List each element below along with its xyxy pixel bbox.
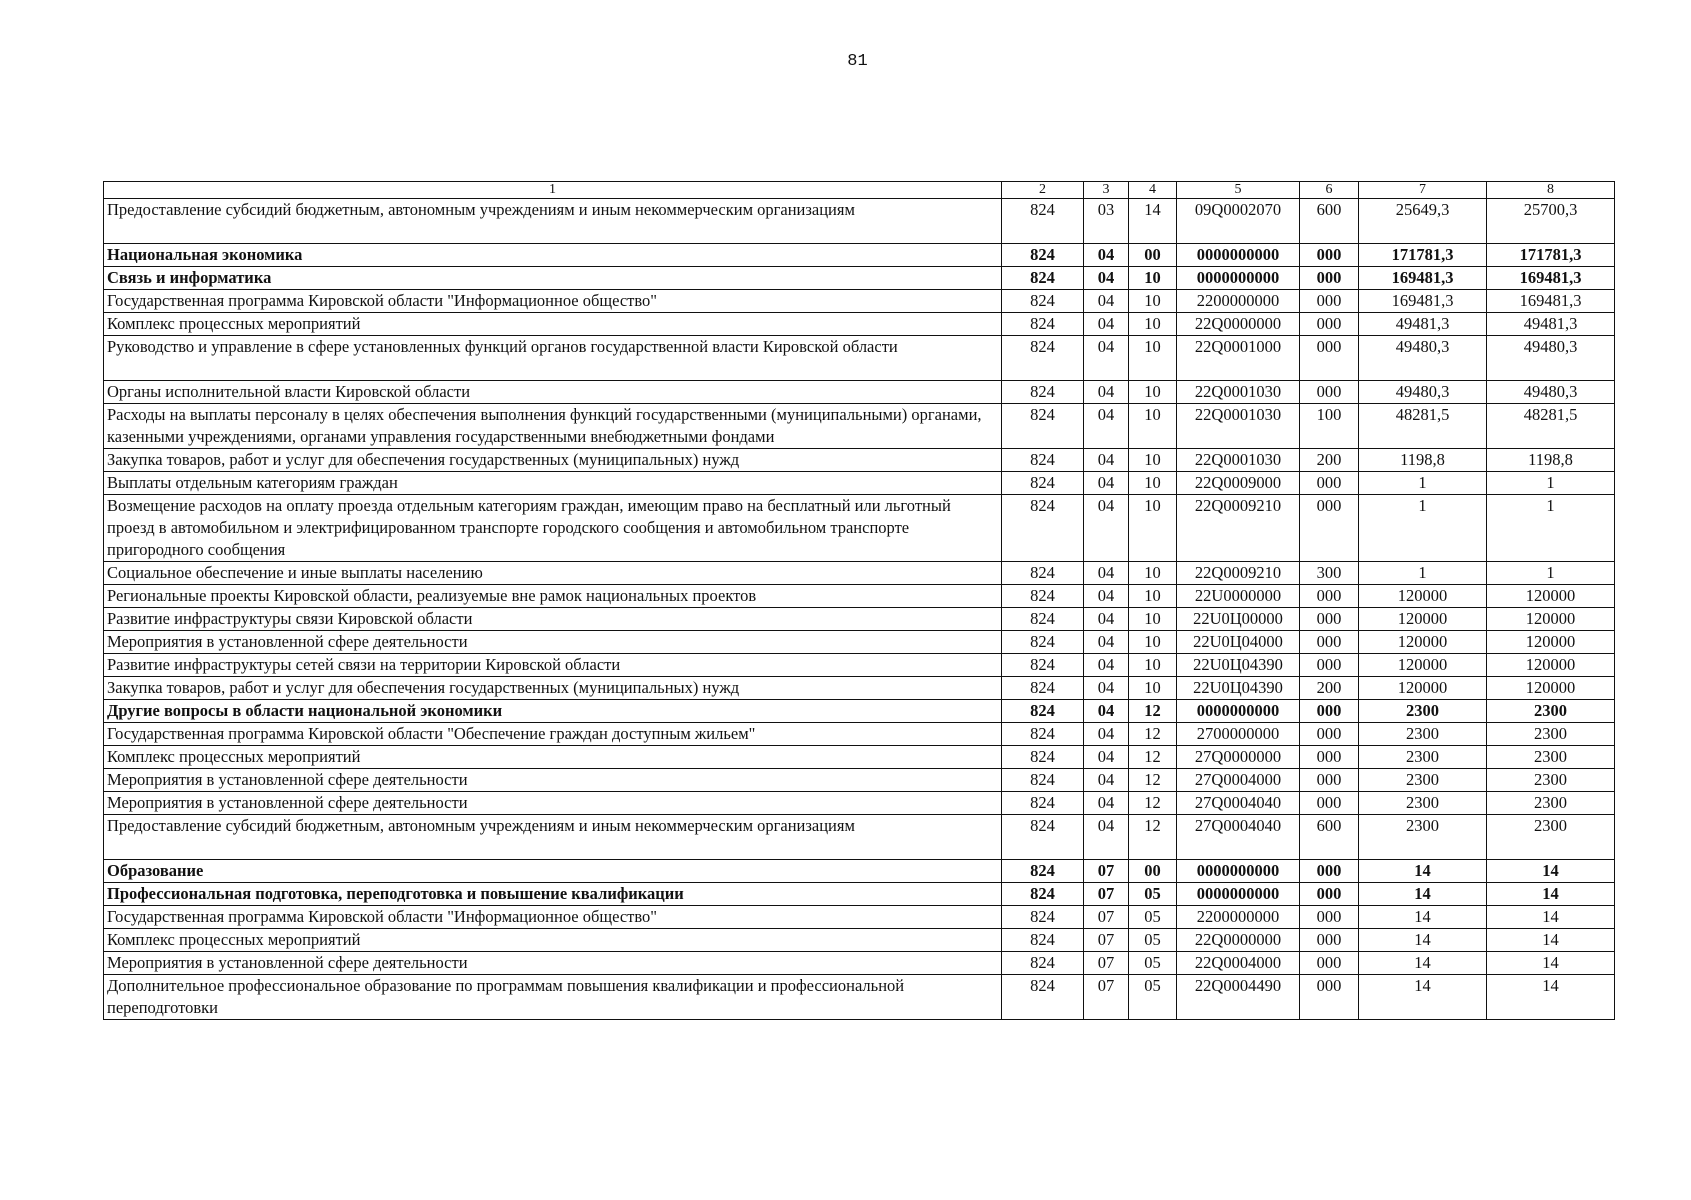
code-expense-type: 000	[1300, 472, 1359, 495]
table-row	[104, 746, 1615, 769]
code-target: 22Q0001030	[1177, 404, 1300, 449]
amount-year-1: 49480,3	[1359, 336, 1487, 381]
code-subsection: 10	[1129, 677, 1177, 700]
amount-year-2: 2300	[1487, 746, 1615, 769]
table-row	[104, 404, 1615, 449]
amount-year-1: 49481,3	[1359, 313, 1487, 336]
item-name: Мероприятия в установленной сфере деятельности	[104, 792, 1002, 815]
code-ministry: 824	[1002, 313, 1084, 336]
code-ministry: 824	[1002, 654, 1084, 677]
amount-year-1: 14	[1359, 860, 1487, 883]
code-expense-type: 200	[1300, 677, 1359, 700]
code-subsection: 05	[1129, 929, 1177, 952]
code-expense-type: 000	[1300, 746, 1359, 769]
code-expense-type: 000	[1300, 929, 1359, 952]
table-row	[104, 495, 1615, 562]
item-name: Другие вопросы в области национальной экономики	[104, 700, 1002, 723]
header-cell: 8	[1487, 182, 1615, 199]
item-name: Комплекс процессных мероприятий	[104, 746, 1002, 769]
amount-year-1: 14	[1359, 952, 1487, 975]
item-name: Выплаты отдельным категориям граждан	[104, 472, 1002, 495]
code-target: 22Q0004490	[1177, 975, 1300, 1020]
code-expense-type: 600	[1300, 815, 1359, 860]
code-ministry: 824	[1002, 472, 1084, 495]
amount-year-2: 49480,3	[1487, 336, 1615, 381]
code-expense-type: 000	[1300, 381, 1359, 404]
item-name: Развитие инфраструктуры сетей связи на территории Кировской области	[104, 654, 1002, 677]
item-name: Государственная программа Кировской области "Информационное общество"	[104, 906, 1002, 929]
code-section: 04	[1084, 792, 1129, 815]
amount-year-2: 2300	[1487, 700, 1615, 723]
code-target: 27Q0004040	[1177, 792, 1300, 815]
header-cell: 6	[1300, 182, 1359, 199]
code-ministry: 824	[1002, 336, 1084, 381]
code-target: 0000000000	[1177, 883, 1300, 906]
amount-year-2: 120000	[1487, 631, 1615, 654]
code-subsection: 12	[1129, 700, 1177, 723]
code-expense-type: 300	[1300, 562, 1359, 585]
item-name: Государственная программа Кировской области "Информационное общество"	[104, 290, 1002, 313]
code-target: 2200000000	[1177, 906, 1300, 929]
table-row	[104, 723, 1615, 746]
code-ministry: 824	[1002, 199, 1084, 244]
amount-year-2: 120000	[1487, 608, 1615, 631]
item-name: Мероприятия в установленной сфере деятельности	[104, 631, 1002, 654]
code-target: 27Q0004000	[1177, 769, 1300, 792]
amount-year-2: 25700,3	[1487, 199, 1615, 244]
code-ministry: 824	[1002, 562, 1084, 585]
amount-year-2: 120000	[1487, 654, 1615, 677]
code-section: 04	[1084, 290, 1129, 313]
amount-year-2: 14	[1487, 883, 1615, 906]
code-section: 03	[1084, 199, 1129, 244]
code-target: 22Q0004000	[1177, 952, 1300, 975]
amount-year-2: 49480,3	[1487, 381, 1615, 404]
amount-year-1: 169481,3	[1359, 267, 1487, 290]
code-ministry: 824	[1002, 244, 1084, 267]
code-section: 04	[1084, 654, 1129, 677]
code-ministry: 824	[1002, 404, 1084, 449]
amount-year-1: 120000	[1359, 608, 1487, 631]
code-expense-type: 000	[1300, 792, 1359, 815]
table-row	[104, 654, 1615, 677]
item-name: Мероприятия в установленной сфере деятельности	[104, 952, 1002, 975]
code-section: 04	[1084, 815, 1129, 860]
code-expense-type: 000	[1300, 313, 1359, 336]
code-expense-type: 000	[1300, 975, 1359, 1020]
amount-year-1: 171781,3	[1359, 244, 1487, 267]
code-ministry: 824	[1002, 906, 1084, 929]
header-cell: 1	[104, 182, 1002, 199]
item-name: Национальная экономика	[104, 244, 1002, 267]
amount-year-2: 14	[1487, 952, 1615, 975]
code-section: 04	[1084, 608, 1129, 631]
code-target: 22Q0009210	[1177, 562, 1300, 585]
table-row	[104, 883, 1615, 906]
code-target: 0000000000	[1177, 267, 1300, 290]
amount-year-1: 48281,5	[1359, 404, 1487, 449]
item-name: Профессиональная подготовка, переподготовка и повышение квалификации	[104, 883, 1002, 906]
table-row	[104, 313, 1615, 336]
amount-year-1: 2300	[1359, 769, 1487, 792]
code-subsection: 10	[1129, 608, 1177, 631]
code-subsection: 00	[1129, 860, 1177, 883]
code-section: 04	[1084, 700, 1129, 723]
amount-year-2: 1198,8	[1487, 449, 1615, 472]
code-section: 04	[1084, 244, 1129, 267]
code-ministry: 824	[1002, 381, 1084, 404]
code-expense-type: 000	[1300, 631, 1359, 654]
code-subsection: 10	[1129, 631, 1177, 654]
code-target: 09Q0002070	[1177, 199, 1300, 244]
code-ministry: 824	[1002, 792, 1084, 815]
code-ministry: 824	[1002, 883, 1084, 906]
code-ministry: 824	[1002, 769, 1084, 792]
amount-year-2: 14	[1487, 929, 1615, 952]
table-row	[104, 792, 1615, 815]
code-target: 22U0Ц04390	[1177, 677, 1300, 700]
code-section: 07	[1084, 860, 1129, 883]
table-row	[104, 562, 1615, 585]
code-expense-type: 000	[1300, 290, 1359, 313]
code-ministry: 824	[1002, 700, 1084, 723]
code-subsection: 10	[1129, 495, 1177, 562]
code-expense-type: 600	[1300, 199, 1359, 244]
page-number: 81	[847, 52, 868, 71]
amount-year-2: 14	[1487, 906, 1615, 929]
table-row	[104, 267, 1615, 290]
table-row	[104, 631, 1615, 654]
amount-year-1: 120000	[1359, 654, 1487, 677]
item-name: Связь и информатика	[104, 267, 1002, 290]
code-target: 2200000000	[1177, 290, 1300, 313]
code-section: 04	[1084, 631, 1129, 654]
table-row	[104, 677, 1615, 700]
code-expense-type: 000	[1300, 883, 1359, 906]
code-section: 04	[1084, 449, 1129, 472]
code-subsection: 12	[1129, 746, 1177, 769]
code-section: 07	[1084, 975, 1129, 1020]
code-subsection: 10	[1129, 336, 1177, 381]
table-row	[104, 815, 1615, 860]
code-expense-type: 000	[1300, 952, 1359, 975]
code-ministry: 824	[1002, 860, 1084, 883]
code-section: 04	[1084, 746, 1129, 769]
amount-year-2: 49481,3	[1487, 313, 1615, 336]
code-expense-type: 000	[1300, 267, 1359, 290]
code-section: 04	[1084, 381, 1129, 404]
code-target: 22U0Ц04390	[1177, 654, 1300, 677]
amount-year-1: 25649,3	[1359, 199, 1487, 244]
amount-year-1: 2300	[1359, 723, 1487, 746]
code-ministry: 824	[1002, 608, 1084, 631]
code-subsection: 10	[1129, 654, 1177, 677]
table-row	[104, 769, 1615, 792]
code-section: 04	[1084, 313, 1129, 336]
item-name: Образование	[104, 860, 1002, 883]
table-row	[104, 199, 1615, 244]
item-name: Предоставление субсидий бюджетным, автономным учреждениям и иным некоммерческим организациям	[104, 815, 1002, 860]
item-name: Региональные проекты Кировской области, реализуемые вне рамок национальных проектов	[104, 585, 1002, 608]
code-section: 04	[1084, 404, 1129, 449]
code-expense-type: 000	[1300, 723, 1359, 746]
amount-year-2: 2300	[1487, 815, 1615, 860]
code-expense-type: 000	[1300, 700, 1359, 723]
code-target: 27Q0004040	[1177, 815, 1300, 860]
code-target: 22Q0001000	[1177, 336, 1300, 381]
code-expense-type: 000	[1300, 906, 1359, 929]
table-row	[104, 472, 1615, 495]
item-name: Развитие инфраструктуры связи Кировской области	[104, 608, 1002, 631]
code-ministry: 824	[1002, 677, 1084, 700]
amount-year-2: 14	[1487, 975, 1615, 1020]
item-name: Дополнительное профессиональное образование по программам повышения квалификации и профессиональной переподготовки	[104, 975, 1002, 1020]
item-name: Закупка товаров, работ и услуг для обеспечения государственных (муниципальных) нужд	[104, 449, 1002, 472]
table-row	[104, 700, 1615, 723]
code-subsection: 10	[1129, 449, 1177, 472]
amount-year-2: 2300	[1487, 792, 1615, 815]
table-row	[104, 952, 1615, 975]
code-subsection: 10	[1129, 381, 1177, 404]
code-subsection: 05	[1129, 952, 1177, 975]
amount-year-2: 120000	[1487, 585, 1615, 608]
code-ministry: 824	[1002, 449, 1084, 472]
code-expense-type: 000	[1300, 769, 1359, 792]
table-row	[104, 929, 1615, 952]
amount-year-1: 120000	[1359, 585, 1487, 608]
header-cell: 2	[1002, 182, 1084, 199]
amount-year-1: 2300	[1359, 792, 1487, 815]
code-target: 22Q0000000	[1177, 929, 1300, 952]
amount-year-1: 49480,3	[1359, 381, 1487, 404]
amount-year-1: 120000	[1359, 631, 1487, 654]
code-subsection: 05	[1129, 975, 1177, 1020]
code-target: 22Q0001030	[1177, 449, 1300, 472]
table-body	[104, 199, 1615, 1020]
code-subsection: 10	[1129, 404, 1177, 449]
item-name: Государственная программа Кировской области "Обеспечение граждан доступным жильем"	[104, 723, 1002, 746]
code-subsection: 05	[1129, 883, 1177, 906]
header-row	[104, 182, 1615, 199]
code-target: 22Q0000000	[1177, 313, 1300, 336]
code-section: 07	[1084, 952, 1129, 975]
item-name: Расходы на выплаты персоналу в целях обеспечения выполнения функций государственными (муниципальными) органами, казенными учреждениями, органами управления государственными внебюджетными фондами	[104, 404, 1002, 449]
amount-year-2: 1	[1487, 495, 1615, 562]
table-row	[104, 244, 1615, 267]
code-ministry: 824	[1002, 929, 1084, 952]
item-name: Мероприятия в установленной сфере деятельности	[104, 769, 1002, 792]
code-ministry: 824	[1002, 267, 1084, 290]
amount-year-2: 48281,5	[1487, 404, 1615, 449]
code-subsection: 10	[1129, 585, 1177, 608]
code-section: 04	[1084, 495, 1129, 562]
amount-year-1: 2300	[1359, 746, 1487, 769]
code-ministry: 824	[1002, 746, 1084, 769]
header-cell: 7	[1359, 182, 1487, 199]
code-target: 22U0Ц00000	[1177, 608, 1300, 631]
amount-year-1: 1	[1359, 472, 1487, 495]
code-ministry: 824	[1002, 585, 1084, 608]
code-subsection: 10	[1129, 313, 1177, 336]
amount-year-1: 14	[1359, 929, 1487, 952]
table-row	[104, 381, 1615, 404]
code-target: 2700000000	[1177, 723, 1300, 746]
code-target: 27Q0000000	[1177, 746, 1300, 769]
table-row	[104, 860, 1615, 883]
code-subsection: 12	[1129, 815, 1177, 860]
code-expense-type: 000	[1300, 495, 1359, 562]
amount-year-1: 1	[1359, 495, 1487, 562]
code-section: 07	[1084, 883, 1129, 906]
code-subsection: 10	[1129, 562, 1177, 585]
item-name: Социальное обеспечение и иные выплаты населению	[104, 562, 1002, 585]
code-target: 22Q0009000	[1177, 472, 1300, 495]
code-section: 04	[1084, 472, 1129, 495]
item-name: Комплекс процессных мероприятий	[104, 929, 1002, 952]
table-row	[104, 608, 1615, 631]
item-name: Закупка товаров, работ и услуг для обеспечения государственных (муниципальных) нужд	[104, 677, 1002, 700]
code-ministry: 824	[1002, 952, 1084, 975]
amount-year-1: 2300	[1359, 815, 1487, 860]
amount-year-1: 169481,3	[1359, 290, 1487, 313]
code-subsection: 12	[1129, 723, 1177, 746]
code-target: 22Q0009210	[1177, 495, 1300, 562]
code-expense-type: 000	[1300, 654, 1359, 677]
code-expense-type: 200	[1300, 449, 1359, 472]
code-expense-type: 000	[1300, 608, 1359, 631]
code-subsection: 14	[1129, 199, 1177, 244]
table-row	[104, 449, 1615, 472]
table-row	[104, 906, 1615, 929]
code-section: 04	[1084, 723, 1129, 746]
code-expense-type: 000	[1300, 244, 1359, 267]
amount-year-2: 1	[1487, 472, 1615, 495]
code-subsection: 12	[1129, 769, 1177, 792]
code-subsection: 10	[1129, 267, 1177, 290]
amount-year-1: 1	[1359, 562, 1487, 585]
amount-year-1: 14	[1359, 975, 1487, 1020]
code-ministry: 824	[1002, 975, 1084, 1020]
amount-year-2: 14	[1487, 860, 1615, 883]
code-ministry: 824	[1002, 815, 1084, 860]
code-expense-type: 000	[1300, 860, 1359, 883]
code-target: 22U0000000	[1177, 585, 1300, 608]
table-row	[104, 585, 1615, 608]
code-section: 04	[1084, 585, 1129, 608]
header-cell: 4	[1129, 182, 1177, 199]
header-cell: 5	[1177, 182, 1300, 199]
table-row	[104, 336, 1615, 381]
amount-year-2: 2300	[1487, 723, 1615, 746]
budget-table	[103, 181, 1615, 1020]
amount-year-2: 2300	[1487, 769, 1615, 792]
code-target: 0000000000	[1177, 700, 1300, 723]
amount-year-2: 120000	[1487, 677, 1615, 700]
code-subsection: 00	[1129, 244, 1177, 267]
code-subsection: 10	[1129, 290, 1177, 313]
amount-year-1: 14	[1359, 883, 1487, 906]
code-expense-type: 000	[1300, 336, 1359, 381]
item-name: Возмещение расходов на оплату проезда отдельным категориям граждан, имеющим право на бесплатный или льготный проезд в автомобильном и электрифицированном транспорте городского сообщения и автомобильном транспорте пригородного сообщения	[104, 495, 1002, 562]
code-expense-type: 000	[1300, 585, 1359, 608]
amount-year-2: 169481,3	[1487, 267, 1615, 290]
header-cell: 3	[1084, 182, 1129, 199]
table-row	[104, 290, 1615, 313]
code-section: 04	[1084, 769, 1129, 792]
code-target: 0000000000	[1177, 244, 1300, 267]
amount-year-1: 2300	[1359, 700, 1487, 723]
amount-year-1: 14	[1359, 906, 1487, 929]
code-ministry: 824	[1002, 290, 1084, 313]
item-name: Комплекс процессных мероприятий	[104, 313, 1002, 336]
code-section: 04	[1084, 677, 1129, 700]
table-row	[104, 975, 1615, 1020]
amount-year-2: 1	[1487, 562, 1615, 585]
code-ministry: 824	[1002, 631, 1084, 654]
code-section: 04	[1084, 562, 1129, 585]
item-name: Руководство и управление в сфере установленных функций органов государственной власти Кировской области	[104, 336, 1002, 381]
item-name: Органы исполнительной власти Кировской области	[104, 381, 1002, 404]
code-target: 22U0Ц04000	[1177, 631, 1300, 654]
item-name: Предоставление субсидий бюджетным, автономным учреждениям и иным некоммерческим организациям	[104, 199, 1002, 244]
code-section: 04	[1084, 336, 1129, 381]
amount-year-2: 171781,3	[1487, 244, 1615, 267]
code-subsection: 12	[1129, 792, 1177, 815]
amount-year-1: 1198,8	[1359, 449, 1487, 472]
amount-year-1: 120000	[1359, 677, 1487, 700]
code-target: 0000000000	[1177, 860, 1300, 883]
code-ministry: 824	[1002, 495, 1084, 562]
code-section: 07	[1084, 929, 1129, 952]
code-subsection: 10	[1129, 472, 1177, 495]
code-expense-type: 100	[1300, 404, 1359, 449]
code-section: 07	[1084, 906, 1129, 929]
code-subsection: 05	[1129, 906, 1177, 929]
code-section: 04	[1084, 267, 1129, 290]
code-target: 22Q0001030	[1177, 381, 1300, 404]
amount-year-2: 169481,3	[1487, 290, 1615, 313]
code-ministry: 824	[1002, 723, 1084, 746]
